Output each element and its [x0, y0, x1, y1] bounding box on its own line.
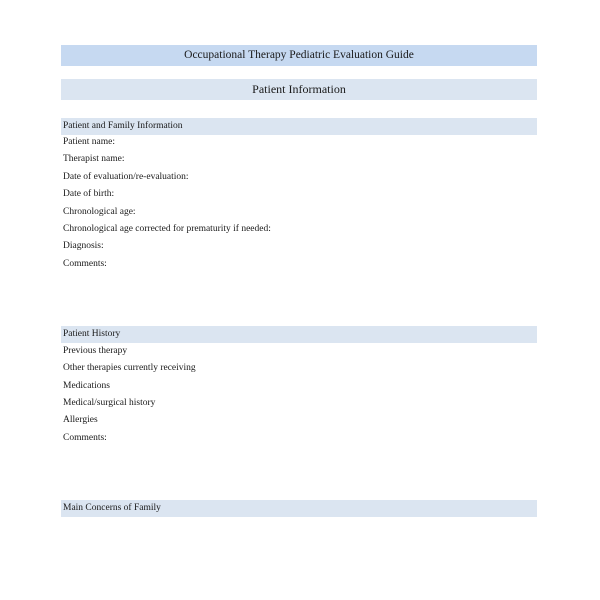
patient-history-heading: Patient History [63, 329, 121, 339]
field-comments-family: Comments: [63, 259, 107, 269]
field-diagnosis: Diagnosis: [63, 241, 104, 251]
field-patient-name: Patient name: [63, 137, 115, 147]
field-comments-history: Comments: [63, 433, 107, 443]
field-medical-history: Medical/surgical history [63, 398, 156, 408]
section-title-band [61, 79, 537, 100]
document-title: Occupational Therapy Pediatric Evaluation Guide [184, 49, 414, 61]
field-date-of-birth: Date of birth: [63, 189, 115, 199]
field-corrected-age: Chronological age corrected for prematurity if needed: [63, 224, 271, 234]
patient-family-heading-band [61, 118, 537, 135]
field-other-therapies: Other therapies currently receiving [63, 363, 196, 373]
patient-family-heading: Patient and Family Information [63, 121, 183, 131]
field-date-of-evaluation: Date of evaluation/re-evaluation: [63, 172, 189, 182]
document-title-band [61, 45, 537, 66]
field-previous-therapy: Previous therapy [63, 346, 128, 356]
main-concerns-heading-band [61, 500, 537, 517]
field-allergies: Allergies [63, 415, 98, 425]
field-medications: Medications [63, 381, 110, 391]
field-chronological-age: Chronological age: [63, 207, 136, 217]
field-therapist-name: Therapist name: [63, 154, 125, 164]
patient-history-heading-band [61, 326, 537, 343]
main-concerns-heading: Main Concerns of Family [63, 503, 161, 513]
section-title: Patient Information [252, 82, 346, 96]
